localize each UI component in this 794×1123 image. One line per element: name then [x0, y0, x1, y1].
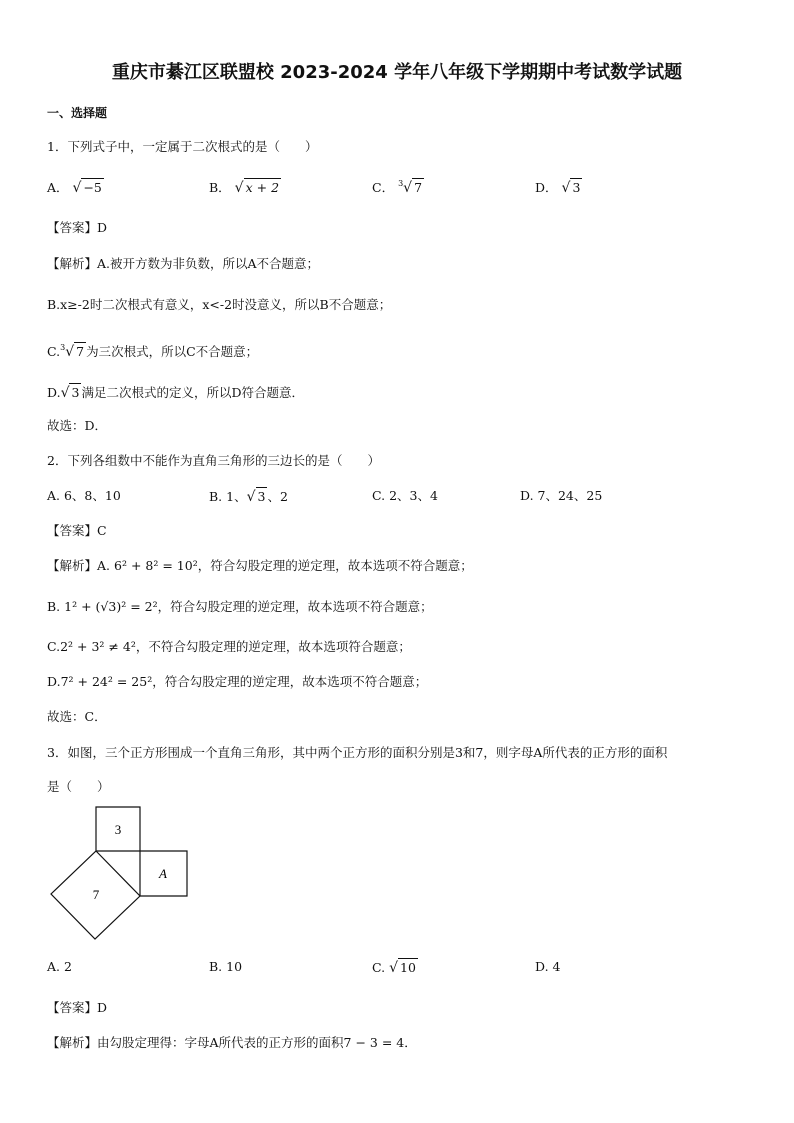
q3-option-a: A. 2 [47, 959, 72, 974]
analysis-prefix: A. [97, 558, 111, 573]
analysis-prefix: C. [47, 639, 61, 654]
q1-conclusion: 故选：D． [47, 418, 108, 433]
sqrt-icon: √ [561, 180, 571, 196]
math-expression: 2² + 3² ≠ 4² [60, 639, 136, 654]
q1-stem: 1．下列式子中，一定属于二次根式的是（ ） [47, 139, 318, 154]
q2-answer: 【答案】C [47, 523, 107, 538]
math-expression: 7² + 24² = 25² [60, 674, 153, 689]
root-index: 3 [60, 343, 66, 352]
radicand: 7 [414, 180, 423, 195]
q2-analysis-c [47, 638, 411, 656]
page-title: 重庆市綦江区联盟校 2023-2024 学年八年级下学期期中考试数学试题 [111, 62, 683, 83]
q2-analysis-d [47, 673, 427, 691]
analysis-prefix: D. [47, 674, 61, 689]
section-heading: 一、选择题 [47, 106, 108, 120]
q1-option-a [47, 178, 104, 197]
sqrt-icon: √ [246, 489, 256, 505]
q3-stem-line2: 是（ ） [47, 779, 110, 794]
option-label: A． [47, 180, 69, 195]
analysis-text: ，不符合勾股定理的逆定理，故本选项符合题意； [135, 639, 411, 654]
radicand: −5 [83, 180, 102, 195]
q2-option-b [209, 487, 288, 506]
q1-analysis-4 [47, 383, 304, 402]
q2-option-a: A. 6、8、10 [47, 488, 121, 503]
analysis-prefix: C. [47, 344, 61, 359]
q2-analysis-b [47, 598, 433, 616]
sqrt-icon: √ [389, 960, 398, 976]
q1-analysis-1 [47, 255, 319, 273]
root-index: 3 [398, 179, 404, 188]
analysis-text: A.被开方数为非负数，所以A不合题意； [97, 256, 320, 271]
option-label: C. [372, 960, 386, 975]
q1-analysis-3 [47, 342, 258, 361]
option-label: D． [535, 180, 558, 195]
q1-option-d [535, 178, 582, 197]
math-expression: 6² + 8² = 10² [114, 558, 198, 573]
sqrt-icon: √ [403, 180, 413, 196]
radicand: 3 [257, 489, 266, 504]
radicand: x + 2 [245, 180, 280, 195]
pythagoras-squares-figure [45, 802, 195, 944]
analysis-prefix: D. [47, 385, 61, 400]
q2-stem: 2．下列各组数中不能作为直角三角形的三边长的是（ ） [47, 453, 380, 468]
q3-answer: 【答案】D [47, 1000, 108, 1015]
radicand: 7 [76, 344, 85, 359]
radicand: 3 [572, 180, 581, 195]
radicand: 3 [71, 385, 80, 400]
q1-option-b [209, 178, 281, 197]
figure-label-top: 3 [114, 822, 122, 837]
sqrt-icon: √ [72, 180, 82, 196]
analysis-lead: 【解析】 [47, 256, 98, 271]
option-suffix: 、2 [267, 489, 288, 504]
analysis-text: ，符合勾股定理的逆定理，故本选项不符合题意； [197, 558, 473, 573]
q1-analysis-2: B.x≥-2时二次根式有意义，x<-2时没意义，所以B不合题意； [47, 297, 392, 312]
option-label: B． [209, 180, 231, 195]
analysis-text: ，符合勾股定理的逆定理，故本选项不符合题意； [157, 599, 433, 614]
sqrt-icon: √ [65, 344, 75, 360]
sqrt-icon: √ [234, 180, 244, 196]
q3-option-c [372, 958, 418, 977]
q2-option-c: C. 2、3、4 [372, 488, 438, 503]
q3-analysis [47, 1034, 417, 1052]
figure-label-right: A [159, 866, 167, 881]
option-label: B. 1、 [209, 489, 247, 504]
option-label: C． [372, 180, 395, 195]
q3-option-b: B. 10 [209, 959, 243, 974]
q2-option-d: D. 7、24、25 [520, 488, 603, 503]
analysis-text: 满足二次根式的定义，所以D符合题意． [81, 385, 304, 400]
figure-label-left: 7 [92, 887, 100, 902]
analysis-prefix: B. [47, 599, 61, 614]
analysis-text: ，符合勾股定理的逆定理，故本选项不符合题意； [152, 674, 428, 689]
analysis-text: 为三次根式，所以C不合题意； [86, 344, 259, 359]
q1-option-c [372, 178, 424, 197]
q3-option-d: D. 4 [535, 959, 561, 974]
q2-conclusion: 故选：C． [47, 709, 107, 724]
analysis-lead: 【解析】 [47, 558, 98, 573]
sqrt-icon: √ [60, 385, 70, 401]
q3-stem-line1: 3．如图，三个正方形围成一个直角三角形，其中两个正方形的面积分别是3和7，则字母A所代表的正方形的面积 [47, 745, 668, 760]
math-expression: 1² + (√3)² = 2² [64, 599, 158, 614]
radicand: 10 [400, 960, 416, 975]
analysis-text: 由勾股定理得：字母A所代表的正方形的面积7 − 3 = 4． [97, 1035, 417, 1050]
q1-answer: 【答案】D [47, 220, 108, 235]
q2-analysis-a [47, 557, 473, 575]
analysis-lead: 【解析】 [47, 1035, 98, 1050]
